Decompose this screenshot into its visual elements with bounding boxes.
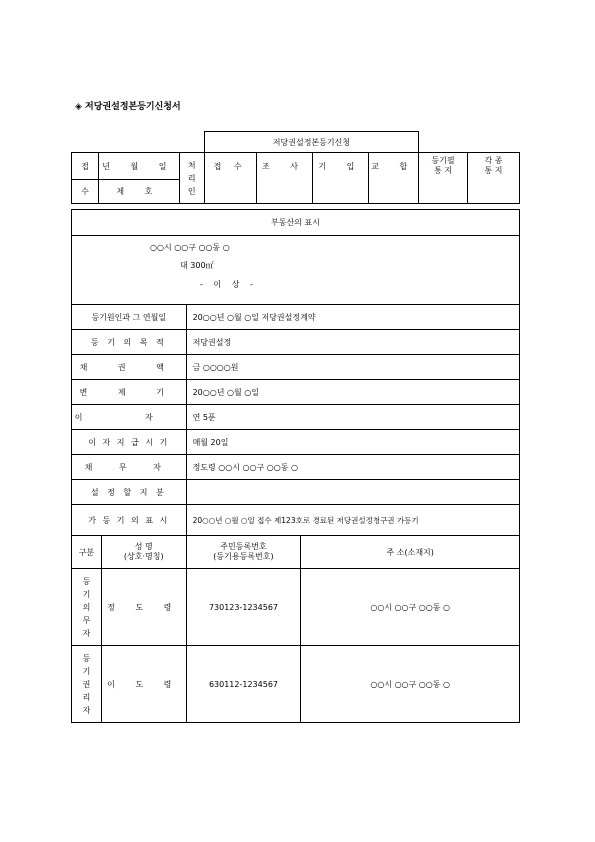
parties-col-name: 성 명 (상호·명칭) xyxy=(101,536,186,569)
row-label-cause: 등기원인과 그 연월일 xyxy=(72,305,187,330)
col-misc-notice: 각 종 통 지 xyxy=(468,153,520,204)
number-label: 제 호 xyxy=(98,180,179,204)
row-value-share xyxy=(186,480,519,505)
row-value-debtor: 정도령 ○○시 ○○구 ○○동 ○ xyxy=(186,455,519,480)
row-label-interest: 이 자 xyxy=(72,405,187,430)
receipt-header: 저당권설정본등기신청 xyxy=(204,132,419,153)
party-role-holder: 등 기 권 리 자 xyxy=(72,646,102,723)
col-registered-notice: 등기필 통 지 xyxy=(419,153,468,204)
row-value-cause: 20○○년 ○월 ○일 저당권설정계약 xyxy=(186,305,519,330)
parties-col-address: 주 소(소재지) xyxy=(301,536,520,569)
col-check: 조 사 xyxy=(256,153,313,204)
row-label-debtor: 채 무 자 xyxy=(72,455,187,480)
party-id-obligor: 730123-1234567 xyxy=(186,569,301,646)
application-table xyxy=(71,209,520,723)
col-reception: 접 수 xyxy=(204,153,256,204)
party-id-holder: 630112-1234567 xyxy=(186,646,301,723)
parties-col-id: 주민등록번호 (등기용등록번호) xyxy=(186,536,301,569)
property-header: 부동산의 표시 xyxy=(72,210,520,236)
property-end: - 이 상 - xyxy=(200,280,257,289)
reception-label-2: 수 xyxy=(72,180,99,204)
party-address-holder: ○○시 ○○구 ○○동 ○ xyxy=(301,646,520,723)
page-title: ◈ 저당권설정본등기신청서 xyxy=(75,102,181,112)
row-value-purpose: 저당권설정 xyxy=(186,330,519,355)
row-value-interest: 연 5푼 xyxy=(186,405,519,430)
reception-label: 접 xyxy=(72,153,99,180)
row-label-interest-time: 이 자 지 급 시 기 xyxy=(72,430,187,455)
parties-col-type: 구분 xyxy=(72,536,102,569)
row-label-share: 설 정 할 지 분 xyxy=(72,480,187,505)
row-value-provisional: 20○○년 ○월 ○일 접수 제123호로 경료된 저당권설정청구권 가등기 xyxy=(186,505,519,536)
row-label-due: 변 제 기 xyxy=(72,380,187,405)
date-label: 년 월 일 xyxy=(98,153,179,180)
property-body xyxy=(72,236,520,305)
row-value-interest-time: 매월 20일 xyxy=(186,430,519,455)
col-collate: 교 합 xyxy=(369,153,419,204)
row-value-amount: 금 ○○○○원 xyxy=(186,355,519,380)
row-label-amount: 채 권 액 xyxy=(72,355,187,380)
party-role-obligor: 등 기 의 무 자 xyxy=(72,569,102,646)
party-name-holder: 이 도 령 xyxy=(101,646,186,723)
processor-label: 처 리 인 xyxy=(179,153,204,204)
row-label-provisional: 가 등 기 의 표 시 xyxy=(72,505,187,536)
row-label-purpose: 등 기 의 목 적 xyxy=(72,330,187,355)
property-area: 대 300㎡ xyxy=(180,261,214,270)
party-address-obligor: ○○시 ○○구 ○○동 ○ xyxy=(301,569,520,646)
col-entry: 기 입 xyxy=(313,153,369,204)
property-address: ○○시 ○○구 ○○동 ○ xyxy=(150,243,230,252)
party-name-obligor: 정 도 령 xyxy=(101,569,186,646)
row-value-due: 20○○년 ○월 ○일 xyxy=(186,380,519,405)
receipt-table xyxy=(71,131,520,204)
